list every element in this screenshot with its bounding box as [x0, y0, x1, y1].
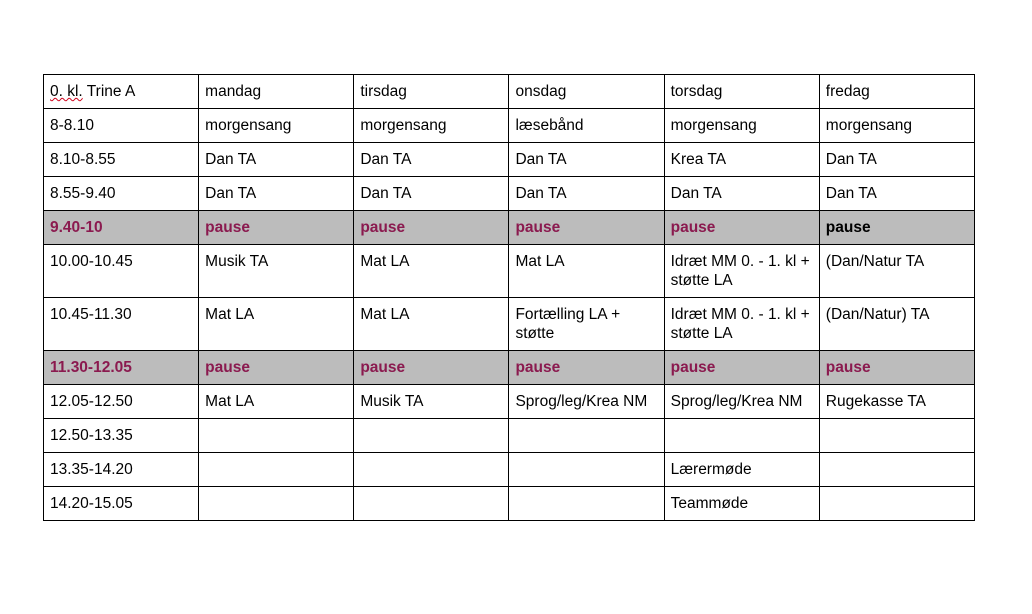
- schedule-cell: [509, 419, 664, 453]
- schedule-cell: Dan TA: [819, 143, 974, 177]
- schedule-cell: [509, 487, 664, 521]
- schedule-cell: [819, 419, 974, 453]
- schedule-cell: Fortælling LA + støtte: [509, 298, 664, 351]
- schedule-cell: (Dan/Natur TA: [819, 245, 974, 298]
- pause-row: [44, 211, 975, 245]
- schedule-cell: Sprog/leg/Krea NM: [664, 385, 819, 419]
- schedule-cell: morgensang: [354, 109, 509, 143]
- schedule-cell: Dan TA: [664, 177, 819, 211]
- schedule-cell: [199, 453, 354, 487]
- schedule-cell: morgensang: [199, 109, 354, 143]
- pause-row: [44, 351, 975, 385]
- time-cell: 13.35-14.20: [44, 453, 199, 487]
- timetable: [43, 74, 975, 521]
- pause-cell: pause: [819, 211, 974, 245]
- schedule-cell: [509, 453, 664, 487]
- schedule-cell: Musik TA: [199, 245, 354, 298]
- time-cell: 14.20-15.05: [44, 487, 199, 521]
- schedule-cell: Mat LA: [199, 298, 354, 351]
- day-header-mandag: mandag: [199, 75, 354, 109]
- schedule-cell: [819, 453, 974, 487]
- schedule-cell: morgensang: [819, 109, 974, 143]
- time-cell: 8.55-9.40: [44, 177, 199, 211]
- pause-cell: pause: [509, 351, 664, 385]
- table-row: [44, 453, 975, 487]
- class-title-cell: [44, 75, 199, 109]
- schedule-cell: [354, 487, 509, 521]
- schedule-cell: Dan TA: [199, 177, 354, 211]
- day-header-onsdag: onsdag: [509, 75, 664, 109]
- pause-cell: pause: [354, 211, 509, 245]
- day-header-torsdag: torsdag: [664, 75, 819, 109]
- table-row: [44, 177, 975, 211]
- time-cell: 9.40-10: [44, 211, 199, 245]
- table-row: [44, 245, 975, 298]
- table-row: [44, 298, 975, 351]
- schedule-cell: Dan TA: [509, 177, 664, 211]
- table-row: [44, 487, 975, 521]
- table-row: [44, 419, 975, 453]
- time-cell: 11.30-12.05: [44, 351, 199, 385]
- pause-cell: pause: [509, 211, 664, 245]
- schedule-cell: læsebånd: [509, 109, 664, 143]
- schedule-cell: [354, 453, 509, 487]
- schedule-cell: [664, 419, 819, 453]
- schedule-cell: [199, 487, 354, 521]
- schedule-cell: Krea TA: [664, 143, 819, 177]
- schedule-cell: Mat LA: [509, 245, 664, 298]
- time-cell: 10.00-10.45: [44, 245, 199, 298]
- pause-cell: pause: [664, 211, 819, 245]
- schedule-cell: [354, 419, 509, 453]
- time-cell: 10.45-11.30: [44, 298, 199, 351]
- schedule-cell: Mat LA: [354, 298, 509, 351]
- pause-cell: pause: [199, 211, 354, 245]
- pause-cell: pause: [664, 351, 819, 385]
- table-row: [44, 385, 975, 419]
- day-header-fredag: fredag: [819, 75, 974, 109]
- schedule-cell: (Dan/Natur) TA: [819, 298, 974, 351]
- class-abbr: 0. kl.: [50, 83, 83, 100]
- schedule-cell: Sprog/leg/Krea NM: [509, 385, 664, 419]
- schedule-cell: Rugekasse TA: [819, 385, 974, 419]
- table-row: [44, 143, 975, 177]
- schedule-cell: Dan TA: [354, 177, 509, 211]
- pause-cell: pause: [354, 351, 509, 385]
- schedule-cell: [199, 419, 354, 453]
- schedule-cell: Dan TA: [509, 143, 664, 177]
- time-cell: 12.05-12.50: [44, 385, 199, 419]
- schedule-cell: Lærermøde: [664, 453, 819, 487]
- time-cell: 8-8.10: [44, 109, 199, 143]
- pause-cell: pause: [199, 351, 354, 385]
- pause-cell: pause: [819, 351, 974, 385]
- schedule-cell: Dan TA: [819, 177, 974, 211]
- schedule-cell: Teammøde: [664, 487, 819, 521]
- schedule-cell: Idræt MM 0. - 1. kl + støtte LA: [664, 298, 819, 351]
- schedule-cell: Dan TA: [354, 143, 509, 177]
- time-cell: 12.50-13.35: [44, 419, 199, 453]
- day-header-tirsdag: tirsdag: [354, 75, 509, 109]
- time-cell: 8.10-8.55: [44, 143, 199, 177]
- schedule-cell: Dan TA: [199, 143, 354, 177]
- schedule-cell: morgensang: [664, 109, 819, 143]
- header-row: [44, 75, 975, 109]
- schedule-cell: Mat LA: [199, 385, 354, 419]
- schedule-cell: Idræt MM 0. - 1. kl + støtte LA: [664, 245, 819, 298]
- table-row: [44, 109, 975, 143]
- schedule-cell: [819, 487, 974, 521]
- class-teacher: Trine A: [82, 83, 136, 100]
- schedule-cell: Mat LA: [354, 245, 509, 298]
- schedule-cell: Musik TA: [354, 385, 509, 419]
